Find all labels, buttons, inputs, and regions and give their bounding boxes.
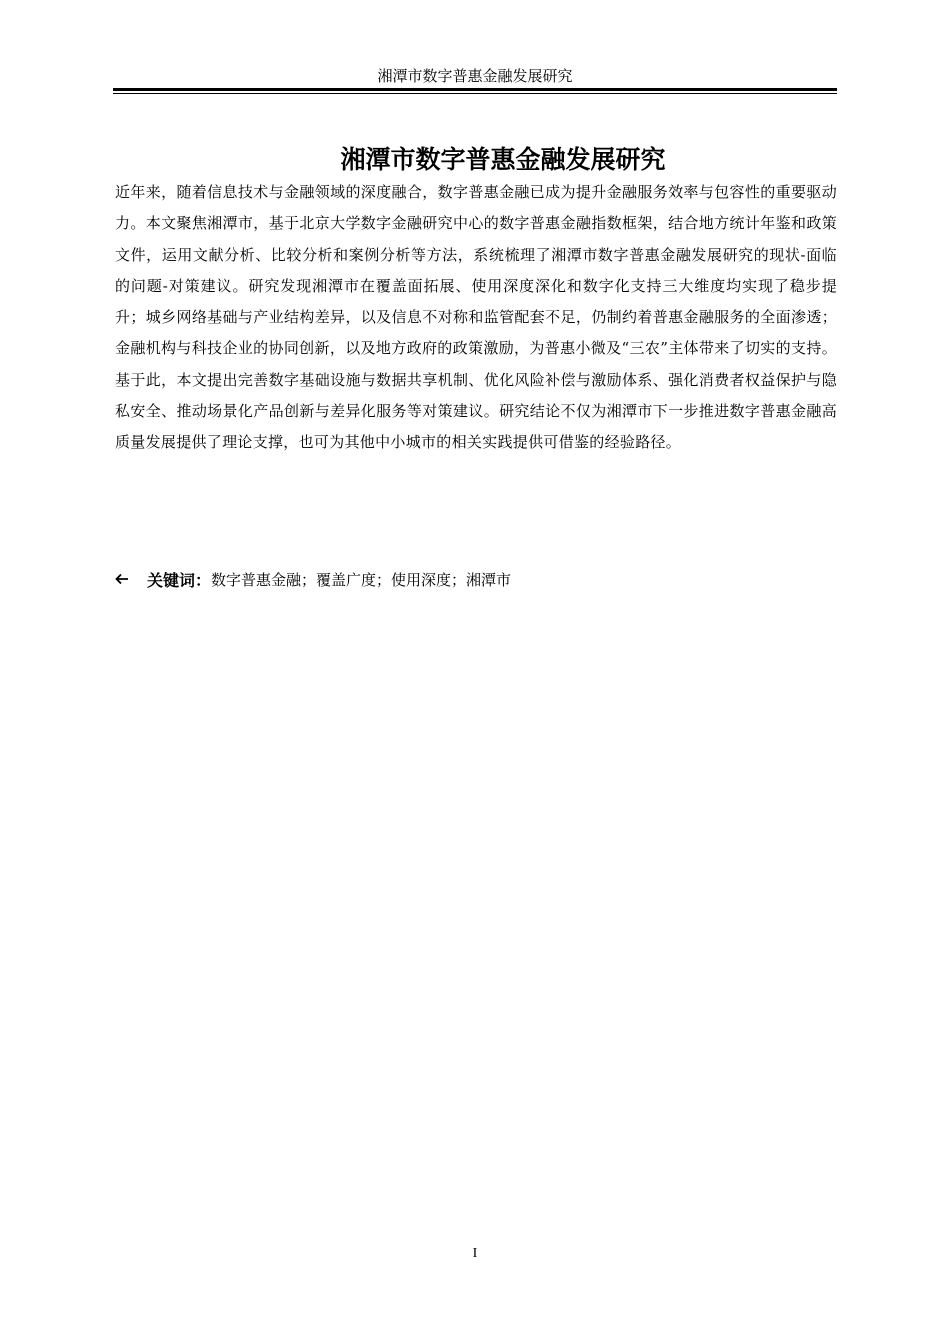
arrow-left-icon bbox=[115, 572, 129, 586]
page-number: I bbox=[472, 1246, 478, 1261]
document-title: 湘潭市数字普惠金融发展研究 bbox=[340, 145, 666, 174]
keywords-line bbox=[115, 565, 511, 593]
keywords-label: 关键词： bbox=[147, 570, 212, 590]
abstract-paragraph: 近年来，随着信息技术与金融领域的深度融合，数字普惠金融已成为提升金融服务效率与包容性的重要驱动力。本文聚焦湘潭市，基于北京大学数字金融研究中心的数字普惠金融指数框架，结合地方统计年鉴和政策文件，运用文献分析、比较分析和案例分析等方法，系统梳理了湘潭市数字普惠金融发展研究的现状-面临的问题-对策建议。研究发现湘潭市在覆盖面拓展、使用深度深化和数字化支持三大维度均实现了稳步提升；城乡网络基础与产业结构差异，以及信息不对称和监管配套不足，仍制约着普惠金融服务的全面渗透；金融机构与科技企业的协同创新，以及地方政府的政策激励，为普惠小微及“三农”主体带来了切实的支持。基于此，本文提出完善数字基础设施与数据共享机制、优化风险补偿与激励体系、强化消费者权益保护与隐私安全、推动场景化产品创新与差异化服务等对策建议。研究结论不仅为湘潭市下一步推进数字普惠金融高质量发展提供了理论支撑，也可为其他中小城市的相关实践提供可借鉴的经验路径。 bbox=[115, 183, 837, 452]
header-rule-thin bbox=[113, 93, 837, 94]
header-rule-thick bbox=[113, 88, 837, 91]
running-header: 湘潭市数字普惠金融发展研究 bbox=[377, 67, 573, 85]
keywords-text: 数字普惠金融；覆盖广度；使用深度；湘潭市 bbox=[211, 570, 512, 589]
